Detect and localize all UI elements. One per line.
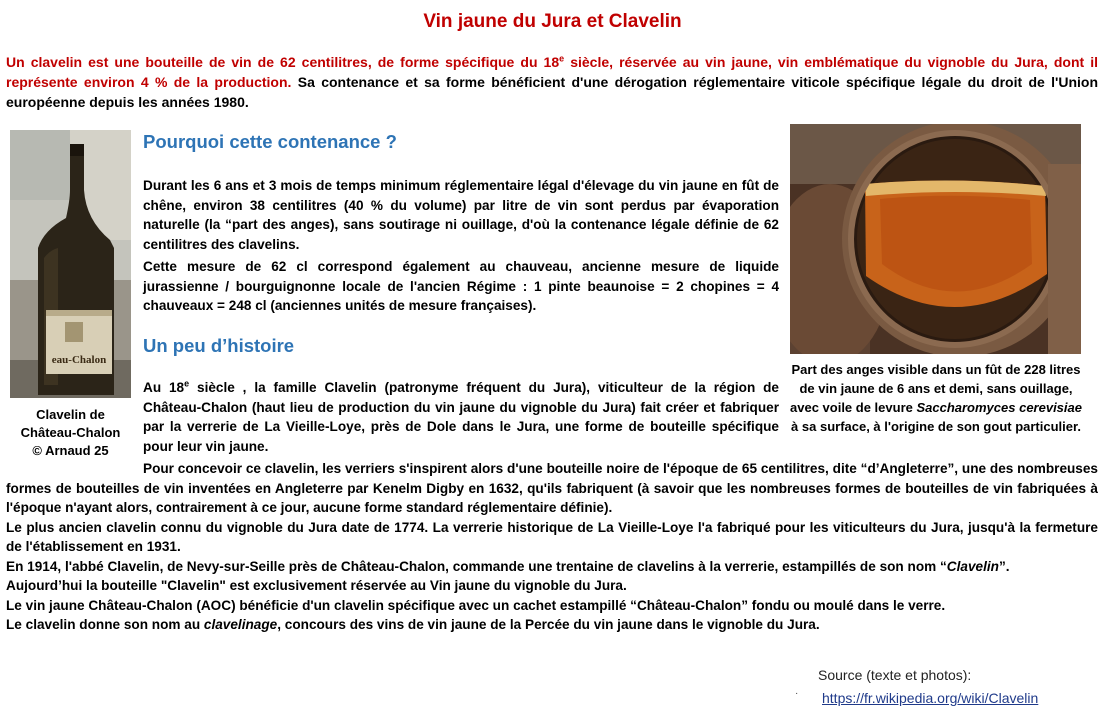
right-photo-caption [786, 360, 1086, 436]
paragraph-concevoir: Pour concevoir ce clavelin, les verriers s'inspirent alors d'une bouteille noire de l'époque de 65 centilitres, dite “d’Angleterre”, une des nombreuses formes de bouteilles de vin inventées en Angleterre par Kenelm Digby en 1632, qu'ils fabriquent (à savoir que les nombreuses formes de bouteilles de vin fabriquées à l'époque n'ayant alors, contrairement à ce jour, aucune forme standard réglementaire définie). [6, 461, 1098, 515]
left-caption-line3: © Arnaud 25 [32, 443, 109, 458]
paragraph-plus-ancien: Le plus ancien clavelin connu du vignoble du Jura date de 1774. La verrerie historique de La Vieille-Loye l'a fabriqué pour les viticulteurs du Jura, jusqu'à la fermeture de l'établissement en 1931. [6, 519, 1098, 554]
left-photo-caption [10, 406, 131, 460]
paragraph-1914 [6, 557, 1098, 577]
right-caption-em: Saccharomyces cerevisiae [916, 400, 1082, 415]
paragraph-clavelinage [6, 615, 1098, 635]
intro-red-a: Un clavelin est une bouteille de vin de 62 centilitres, de forme spécifique du 18 [6, 54, 560, 70]
page-title: Vin jaune du Jura et Clavelin [423, 11, 682, 32]
p6-b: ”. [998, 558, 1010, 574]
clavelin-bottle-photo [10, 130, 131, 398]
p6-em: Clavelin [946, 558, 999, 574]
source-bullet: · [795, 688, 799, 699]
right-caption-b: à sa surface, à l'origine de son gout particulier. [791, 419, 1081, 434]
bottle-label-text: eau-Chalon [51, 354, 107, 366]
p9-b: , concours des vins de vin jaune de la Percée du vin jaune dans le vignoble du Jura. [277, 617, 820, 632]
paragraph-18e-siecle [143, 378, 779, 456]
intro-black-text: Sa contenance et sa forme bénéficient d'une dérogation réglementaire viticole spécifique légale du droit de l'Union européenne depuis les années 1980. [6, 74, 1098, 110]
p3-sup: e [184, 378, 190, 389]
intro-red-b: siècle, réservée au vin jaune, vin emblématique du vignoble du Jura, dont il représente environ 4 % de la production. [6, 54, 1099, 90]
paragraph-aujourdhui: Aujourd’hui la bouteille "Clavelin" est exclusivement réservée au Vin jaune du vignoble du Jura. [6, 578, 627, 593]
right-caption-a: Part des anges visible dans un fût de 228 litres de vin jaune de 6 ans et demi, sans ouillage, avec voile de levure [790, 362, 1081, 415]
section-heading-pourquoi: Pourquoi cette contenance ? [143, 131, 397, 152]
intro-paragraph [6, 52, 1098, 112]
left-caption-line2: Château-Chalon [20, 425, 121, 440]
paragraph-aoc: Le vin jaune Château-Chalon (AOC) bénéficie d'un clavelin spécifique avec un cachet estampillé “Château-Chalon” fondu ou moulé dans le verre. [6, 597, 946, 613]
intro-sup: e [559, 53, 565, 64]
paragraph-duree: Durant les 6 ans et 3 mois de temps minimum réglementaire légal d'élevage du vin jaune en fût de chêne, environ 38 centilitres (40 % du volume) par litre de vin sont perdus par évaporation naturelle (la “part des anges), sans soutirage ni ouillage, d'où la contenance légale définie de 62 centilitres des clavelins. [143, 178, 779, 252]
section-heading-histoire: Un peu d’histoire [143, 335, 295, 356]
p9-a: Le clavelin donne son nom au [6, 617, 204, 632]
left-caption-line1: Clavelin de [36, 407, 105, 422]
barrel-photo [790, 124, 1081, 354]
history-full-width-block [6, 459, 1098, 635]
p6-a: En 1914, l'abbé Clavelin, de Nevy-sur-Seille près de Château-Chalon, commande une trentaine de clavelins à la verrerie, estampillés de son nom “ [6, 558, 947, 574]
paragraph-mesure: Cette mesure de 62 cl correspond également au chauveau, ancienne mesure de liquide jurassienne / bourguignonne locale de l'ancien Régime : 1 pinte beaunoise = 2 chopines = 4 chauveaux = 248 cl (anciennes unités de mesure françaises). [143, 259, 779, 313]
p3-b: siècle , la famille Clavelin (patronyme fréquent du Jura), viticulteur de la région de Château-Chalon (haut lieu de production du vin jaune du vignoble du Jura) fait créer et fabriquer par la verrerie de La Vieille-Loye, près de Dole dans le Jura, une forme de bouteille spécifique pour leur vin jaune. [143, 380, 779, 454]
source-link[interactable]: https://fr.wikipedia.org/wiki/Clavelin [822, 690, 1039, 706]
source-label: Source (texte et photos): [818, 667, 972, 683]
p3-a: Au 18 [143, 380, 185, 395]
p9-em: clavelinage [203, 617, 278, 632]
